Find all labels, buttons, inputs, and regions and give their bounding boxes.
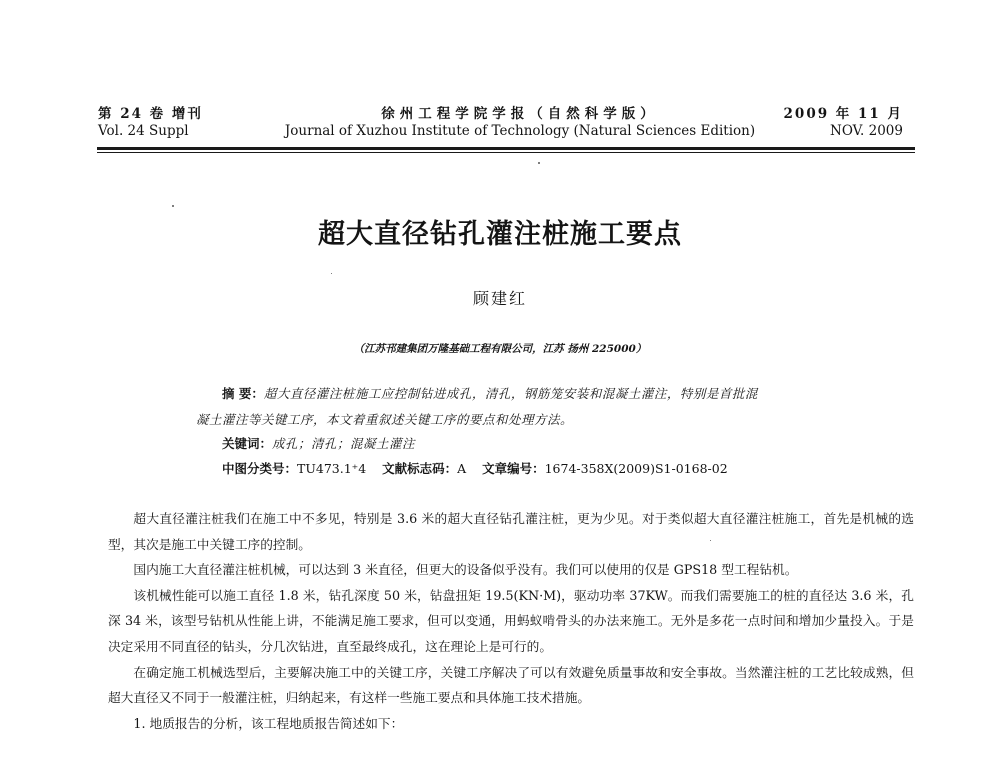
header-journal-cn: 徐州工程学院学报（自然科学版） xyxy=(381,106,659,122)
doc-code-value: A xyxy=(457,461,467,476)
header-volume-cn: 第 24 卷 增刊 xyxy=(98,106,203,122)
paper-author: 顾建红 xyxy=(472,289,527,308)
body-paragraph: 国内施工大直径灌注桩机械，可以达到 3 米直径，但更大的设备似乎没有。我们可以使用的仅是 GPS18 型工程钻机。 xyxy=(133,562,798,578)
body-paragraph: 该机械性能可以施工直径 1.8 米，钻孔深度 50 米，钻盘扭矩 19.5(KN·M)，驱动功率 37KW。而我们需要施工的桩的直径达 3.6 米，孔深 34 米，该型号钻机从性能上讲，不能满足施工要求，但可以变通，用蚂蚁啃骨头的办法来施工。无外是多花一点时间和增加少量投入。于是决定采用不同直径的钻头，分几次钻进，直至最终成孔，这在理论上是可行的。 xyxy=(108,587,914,654)
scan-speck xyxy=(172,205,174,207)
clc-value: TU473.1⁺4 xyxy=(297,461,367,476)
article-number-value: 1674-358X(2009)S1-0168-02 xyxy=(544,461,728,476)
scan-speck xyxy=(331,273,332,274)
abstract-label: 摘 要： xyxy=(222,386,264,401)
header-volume-en: Vol. 24 Suppl xyxy=(98,123,189,139)
abstract xyxy=(222,384,758,404)
scan-speck xyxy=(538,162,540,164)
abstract-continuation xyxy=(196,410,573,430)
header-journal-en: Journal of Xuzhou Institute of Technology (Natural Sciences Edition) xyxy=(284,123,756,139)
header-date-en: NOV. 2009 xyxy=(830,123,903,139)
article-number-label: 文章编号： xyxy=(482,461,545,476)
header-rule-thick xyxy=(97,147,915,150)
classification-line xyxy=(222,459,728,479)
header-journal xyxy=(220,106,820,140)
abstract-line-2: 凝土灌注等关键工序，本文着重叙述关键工序的要点和处理方法。 xyxy=(196,412,574,427)
keywords-label: 关键词： xyxy=(222,436,273,451)
header-date-cn: 2009 年 11 月 xyxy=(783,106,903,122)
keywords xyxy=(222,434,415,454)
body-paragraph: 超大直径灌注桩我们在施工中不多见，特别是 3.6 米的超大直径钻孔灌注桩，更为少见。对于类似超大直径灌注桩施工，首先是机械的选型，其次是施工中关键工序的控制。 xyxy=(108,511,914,552)
header-volume xyxy=(98,106,203,140)
header-rule-thin xyxy=(97,152,915,153)
body-paragraph: 1. 地质报告的分析，该工程地质报告简述如下： xyxy=(133,715,404,731)
keywords-text: 成孔；清孔；混凝土灌注 xyxy=(272,436,416,451)
paper-title: 超大直径钻孔灌注桩施工要点 xyxy=(318,219,682,250)
header-date xyxy=(784,106,903,140)
paper-affiliation: （江苏邗建集团万隆基础工程有限公司，江苏 扬州 225000） xyxy=(353,343,647,355)
clc-label: 中图分类号： xyxy=(222,461,298,476)
doc-code-label: 文献标志码： xyxy=(382,461,458,476)
body-text xyxy=(108,506,914,736)
abstract-line-1: 超大直径灌注桩施工应控制钻进成孔，清孔，钢筋笼安装和混凝土灌注，特别是首批混 xyxy=(263,386,758,401)
body-paragraph: 在确定施工机械选型后，主要解决施工中的关键工序，关键工序解决了可以有效避免质量事故和安全事故。当然灌注桩的工艺比较成熟，但超大直径又不同于一般灌注桩，归纳起来，有这样一些施工要点和具体施工技术措施。 xyxy=(108,664,914,706)
